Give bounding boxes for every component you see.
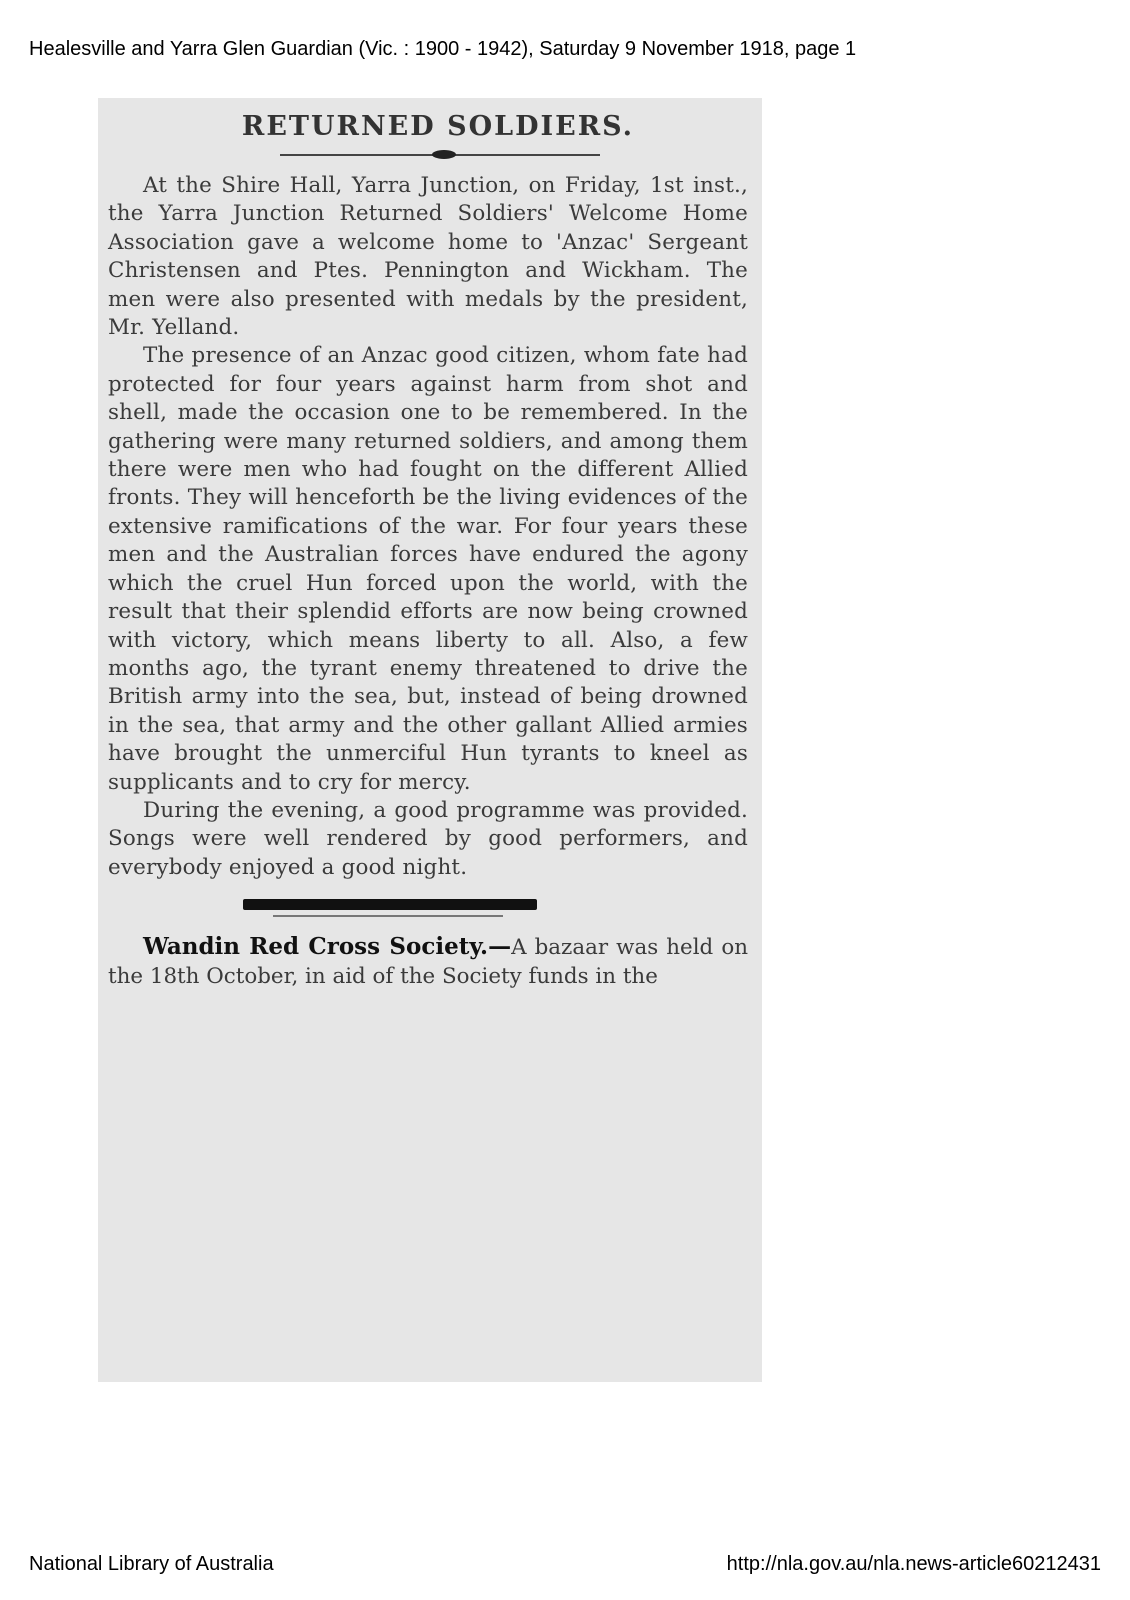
footer-url-link[interactable]: http://nla.gov.au/nla.news-article60212431 [726,1553,1101,1575]
footer-source: National Library of Australia [29,1553,274,1575]
rule-ornament [432,150,456,159]
article-paragraph: At the Shire Hall, Yarra Junction, on Friday, 1st inst., the Yarra Junction Returned Soldiers' Welcome Home Association gave a welcome home to 'Anzac' Sergeant Christensen and Ptes. Pennington and Wickham. The men were also presented with medals by the president, Mr. Yelland. [108,173,748,341]
next-article-paragraph [108,933,748,991]
next-article-heading: Wandin Red Cross Society.— [143,933,512,961]
newspaper-clipping [98,98,762,1382]
article-paragraph: The presence of an Anzac good citizen, whom fate had protected for four years against harm from shot and shell, made the occasion one to be remembered. In the gathering were many returned soldiers, and among them there were men who had fought on the different Allied fronts. They will henceforth be the living evidences of the extensive ramifications of the war. For four years these men and the Australian forces have endured the agony which the cruel Hun forced upon the world, with the result that their splendid efforts are now being crowned with victory, which means liberty to all. Also, a few months ago, the tyrant enemy threatened to drive the British army into the sea, but, instead of being drowned in the sea, that army and the other gallant Allied armies have brought the unmerciful Hun tyrants to kneel as supplicants and to cry for mercy. [108,343,748,795]
article-body [108,172,748,882]
title-ornament-rule [280,154,600,156]
article-separator-thin-rule [273,915,503,917]
article-paragraph: During the evening, a good programme was provided. Songs were well rendered by good performers, and everybody enjoyed a good night. [108,797,748,880]
citation-header: Healesville and Yarra Glen Guardian (Vic. : 1900 - 1942), Saturday 9 November 1918, page 1 [29,38,857,60]
next-article-text: A bazaar was held on the 18th October, in aid of the Society funds in the [108,935,748,989]
article-separator-rule [243,899,537,910]
article-title: RETURNED SOLDIERS. [241,111,635,142]
